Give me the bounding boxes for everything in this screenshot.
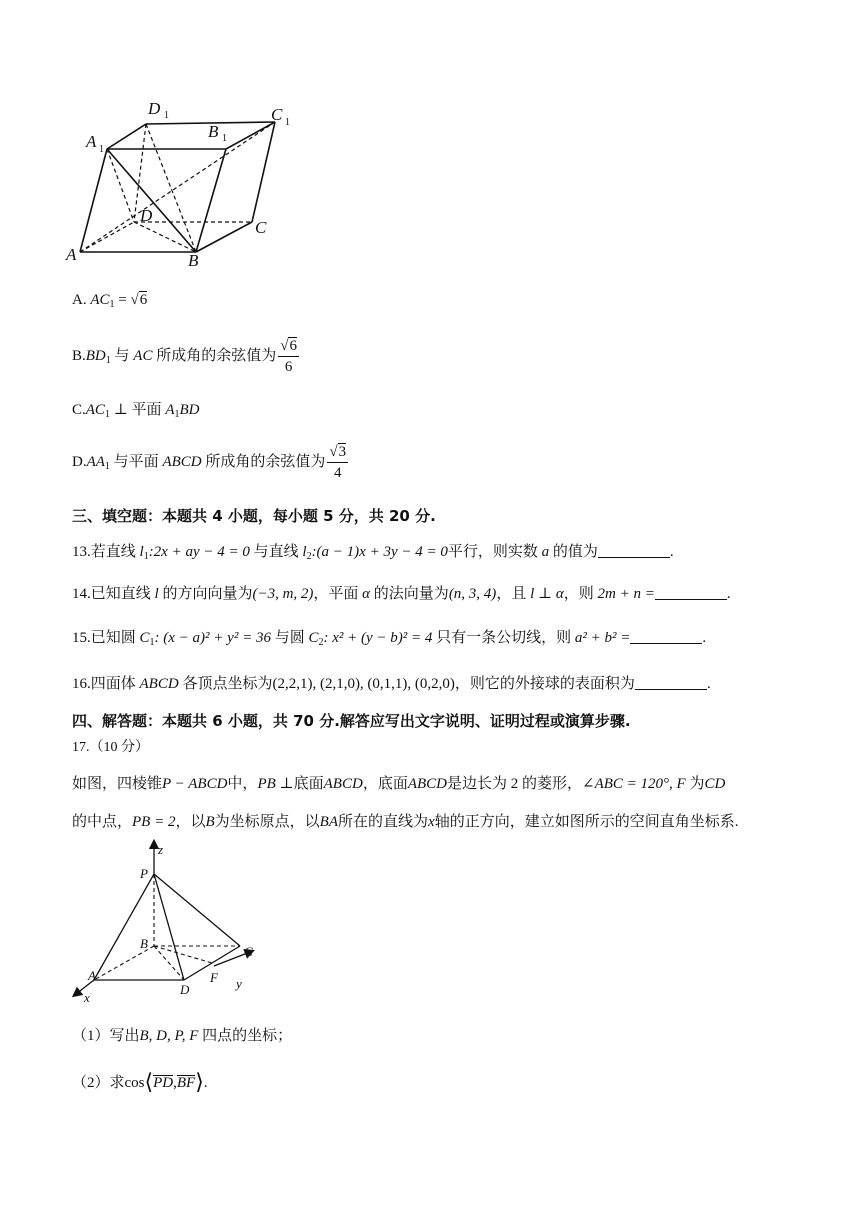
q17-base2: ABCD	[407, 776, 447, 792]
q17-cos: cos	[124, 1075, 145, 1091]
q15-c1-equation: : (x − a)² + y² = 36	[154, 630, 271, 646]
label-b: B	[188, 251, 199, 270]
option-c-prefix: C.	[72, 402, 86, 418]
option-a: A. $AC_1 = √6$	[72, 292, 148, 310]
q13-var: a	[541, 544, 550, 560]
q14-direction-vector: (−3, m, 2)	[252, 586, 314, 602]
option-b	[72, 334, 301, 383]
option-a-radicand: 6	[139, 292, 148, 308]
q17-vector-pd: PD	[153, 1075, 174, 1091]
q13-tail1: 平行，则实数	[447, 544, 538, 560]
label-p: P	[140, 866, 148, 881]
option-d-numerator: 3	[338, 444, 347, 461]
question-15	[72, 628, 706, 653]
label-b1-sub: 1	[222, 133, 227, 144]
q15-c1-sub: 1	[149, 637, 155, 648]
option-c-plane-a: A	[165, 402, 175, 418]
q17-sub2a: （2）求	[72, 1075, 125, 1091]
label-d1-sub: 1	[164, 110, 169, 121]
option-b-text2: 所成角的余弦值为	[156, 348, 277, 364]
q17-vector-bf: BF	[176, 1075, 196, 1091]
label-b1: B	[208, 122, 219, 141]
q13-l1-equation: :2x + ay − 4 = 0	[148, 544, 250, 560]
q17-angle: ∠ABC = 120°, F	[582, 776, 686, 792]
label-d1: D	[148, 99, 161, 118]
q15-tail: 只有一条公切线，则	[436, 630, 572, 646]
option-d-fraction: $\frac{√3}{4}$	[329, 444, 347, 482]
question-16	[72, 674, 711, 694]
option-d-denominator: 4	[333, 465, 342, 482]
q15-number: 15.已知圆	[72, 630, 136, 646]
q17-p2a: 的中点，	[72, 814, 133, 830]
q17-p1d: ，底面	[362, 776, 408, 792]
q14-answer-blank[interactable]	[655, 585, 727, 600]
label-d: D	[140, 206, 153, 225]
option-d-plane: ABCD	[162, 454, 202, 470]
option-c-plane-rest: BD	[179, 402, 200, 418]
q14-normal-vector: (n, 3, 4)	[448, 586, 497, 602]
option-c-plane-sub: 1	[174, 409, 180, 420]
option-d-text2: 所成角的余弦值为	[205, 454, 326, 470]
q17-header: 17.（10 分）	[72, 740, 149, 755]
q15-mid: 与圆	[274, 630, 305, 646]
q15-c2-sub: 2	[318, 637, 324, 648]
q14-end: .	[726, 586, 731, 602]
q13-l1-sub: 1	[143, 551, 149, 562]
section3-heading: 三、填空题：本题共 4 小题，每小题 5 分，共 20 分.	[72, 507, 436, 525]
option-b-mid: AC	[133, 348, 153, 364]
q17-p1e: 是边长为 2 的菱形，	[447, 776, 583, 792]
label-d: D	[180, 982, 190, 997]
q17-paragraph-line1	[72, 774, 725, 794]
q14-l: l	[154, 586, 159, 602]
q17-x: x	[428, 814, 435, 830]
label-a: A	[88, 968, 96, 983]
q14-condition: l ⊥ α	[530, 586, 564, 602]
option-a-lhs: AC	[90, 292, 110, 308]
q14-expression: 2m + n =	[597, 586, 655, 602]
q16-answer-blank[interactable]	[635, 675, 707, 690]
q15-c1: C	[139, 630, 150, 646]
option-b-numerator: 6	[289, 338, 297, 355]
q15-end: .	[702, 630, 707, 646]
option-d	[72, 440, 350, 489]
q17-pyramid: P − ABCD	[162, 776, 228, 792]
option-c-text: 平面	[131, 402, 162, 418]
q14-number: 14.已知直线	[72, 586, 151, 602]
q13-number: 13.若直线	[72, 544, 136, 560]
q17-p1b: 中，	[227, 776, 258, 792]
label-z: z	[158, 842, 164, 857]
option-c-lhs-sub: 1	[104, 409, 110, 420]
q17-p1c: 底面	[293, 776, 324, 792]
q14-t3: 的法向量为	[373, 586, 449, 602]
option-c-lhs: AC	[85, 402, 105, 418]
q14-t1: 的方向向量为	[162, 586, 253, 602]
q17-sub1a: （1）写出	[72, 1028, 140, 1044]
q14-t5: ，则	[563, 586, 594, 602]
q17-sub1b: 四点的坐标；	[202, 1028, 293, 1044]
q17-paragraph-line2	[72, 812, 738, 832]
option-b-denominator: 6	[284, 359, 293, 376]
q17-pb: PB = 2	[132, 814, 176, 830]
q13-l2-equation: :(a − 1)x + 3y − 4 = 0	[311, 544, 448, 560]
q15-expression: a² + b² =	[574, 630, 631, 646]
q17-p2d: 所在的直线为	[338, 814, 429, 830]
option-d-lhs-sub: 1	[104, 461, 110, 472]
label-c1-sub: 1	[285, 117, 290, 128]
label-c1: C	[271, 105, 283, 124]
q16-coordinates: (2,2,1), (2,1,0), (0,1,1), (0,2,0)	[272, 676, 455, 692]
q16-tetrahedron-name: ABCD	[139, 676, 179, 692]
label-a1: A	[86, 132, 97, 151]
q16-number: 16.四面体	[72, 676, 136, 692]
option-b-lhs: BD	[85, 348, 106, 364]
q14-t4: ，且	[496, 586, 527, 602]
q17-sub2-end: .	[203, 1075, 208, 1091]
question-14	[72, 584, 731, 604]
q13-l2-sub: 2	[306, 551, 312, 562]
section4-heading: 四、解答题：本题共 6 小题，共 70 分.解答应写出文字说明、证明过程或演算步骤.	[72, 712, 631, 730]
q14-alpha: α	[362, 586, 371, 602]
q17-p2c: 为坐标原点，以	[214, 814, 320, 830]
label-f: F	[210, 970, 218, 985]
q17-p1f: 为	[689, 776, 705, 792]
q13-l2: l	[302, 544, 307, 560]
q17-p1a: 如图，四棱锥	[72, 776, 163, 792]
label-y: y	[236, 976, 242, 991]
q15-c2-equation: : x² + (y − b)² = 4	[323, 630, 433, 646]
q14-t2: ，平面	[313, 586, 359, 602]
option-b-text1: 与	[114, 348, 130, 364]
label-b: B	[140, 936, 148, 951]
q13-end: .	[669, 544, 674, 560]
option-d-lhs: AA	[86, 454, 105, 470]
q16-t2: ，则它的外接球的表面积为	[454, 676, 635, 692]
q15-answer-blank[interactable]	[630, 629, 702, 644]
option-b-fraction: $\frac{√6}{6}$	[280, 338, 297, 376]
question-13	[72, 542, 674, 567]
option-a-lhs-sub: 1	[109, 299, 115, 310]
q17-sub1-points: B, D, P, F	[139, 1028, 199, 1044]
q13-tail2: 的值为	[552, 544, 598, 560]
q17-ba: BA	[319, 814, 338, 830]
q13-answer-blank[interactable]	[598, 543, 670, 558]
q17-b: B	[205, 814, 215, 830]
q13-mid: 与直线	[253, 544, 299, 560]
option-d-text1: 与平面	[113, 454, 159, 470]
q16-t1: 各顶点坐标为	[182, 676, 273, 692]
q17-p2b: ，以	[175, 814, 206, 830]
parallelepiped-figure	[60, 92, 310, 270]
q17-cd: CD	[704, 776, 726, 792]
q13-l1: l	[139, 544, 144, 560]
q17-base: ABCD	[323, 776, 363, 792]
option-b-prefix: B.	[72, 348, 86, 364]
option-b-lhs-sub: 1	[105, 355, 111, 366]
option-c	[72, 400, 199, 425]
label-x: x	[84, 990, 90, 1005]
q17-subquestion-1	[72, 1026, 292, 1046]
option-a-prefix: A.	[72, 292, 87, 308]
pyramid-figure	[68, 838, 268, 1010]
label-a1-sub: 1	[99, 144, 104, 155]
q15-c2: C	[308, 630, 319, 646]
q17-perp-condition: PB ⊥	[257, 776, 294, 792]
option-c-perp: ⊥	[113, 402, 128, 418]
q17-p2e: 轴的正方向，建立如图所示的空间直角坐标系.	[434, 814, 739, 830]
label-c: C	[244, 944, 253, 959]
option-d-prefix: D.	[72, 454, 87, 470]
option-a-eq: =	[118, 292, 127, 308]
label-c: C	[255, 218, 267, 237]
q17-subquestion-2: （2）求cos⟨PD,BF⟩.	[72, 1069, 208, 1094]
q16-end: .	[706, 676, 711, 692]
label-a: A	[66, 245, 77, 264]
